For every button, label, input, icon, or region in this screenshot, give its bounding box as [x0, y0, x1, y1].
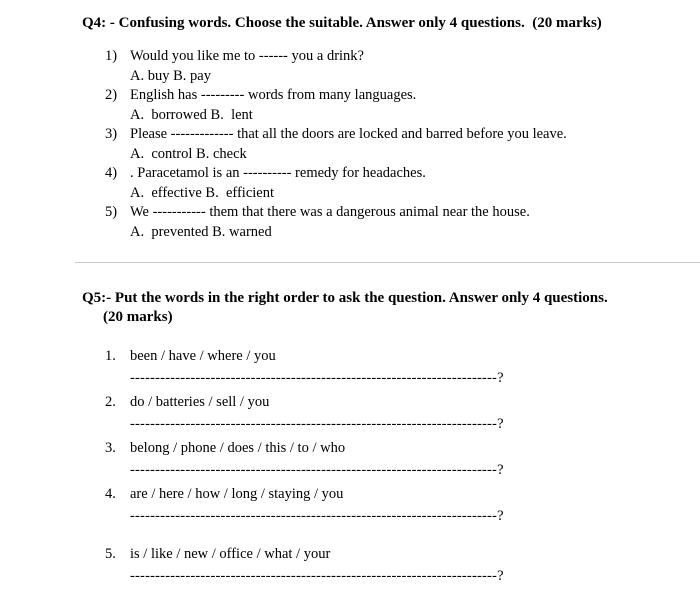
q5-item-4-answer-line: -------------------------------------------------------------------------? [130, 507, 504, 524]
q5-item-5-answer-line: -------------------------------------------------------------------------? [130, 567, 504, 584]
q5-heading-line1: Q5:- Put the words in the right order to ask the question. Answer only 4 questions. [82, 290, 608, 306]
q4-item-3-body [130, 125, 690, 164]
q4-item-1 [105, 47, 690, 86]
q4-item-5-number: 5) [105, 204, 118, 220]
q4-item-5-question: We ----------- them that there was a dangerous animal near the house. [130, 204, 530, 220]
q5-item-3-words: belong / phone / does / this / to / who [130, 440, 346, 456]
q5-item-4-number: 4. [105, 486, 116, 502]
q4-item-4-question: . Paracetamol is an ---------- remedy for headaches. [130, 165, 426, 181]
q4-item-2-body [130, 86, 690, 125]
q5-item-2-number: 2. [105, 394, 116, 410]
q4-item-2-options: A. borrowed B. lent [130, 106, 253, 123]
q4-item-3 [105, 125, 690, 164]
q5-item-4-words: are / here / how / long / staying / you [130, 486, 344, 502]
q4-item-4-body [130, 164, 690, 203]
q5-item-1-words: been / have / where / you [130, 348, 276, 364]
q4-item-4 [105, 164, 690, 203]
question-block-q4 [0, 14, 700, 242]
q4-item-4-number: 4) [105, 165, 118, 181]
q4-item-3-options: A. control B. check [130, 145, 247, 162]
q4-item-3-question: Please ------------- that all the doors are locked and barred before you leave. [130, 126, 567, 142]
q5-item-3-number: 3. [105, 440, 116, 456]
q5-item-4 [105, 485, 690, 526]
q4-list [105, 47, 690, 242]
q4-item-3-number: 3) [105, 126, 118, 142]
q4-item-1-question: Would you like me to ------ you a drink? [130, 48, 364, 64]
q5-item-1-number: 1. [105, 348, 116, 364]
q5-item-2 [105, 393, 690, 434]
q5-item-3-body [130, 439, 690, 480]
q5-item-2-body [130, 393, 690, 434]
q4-item-2 [105, 86, 690, 125]
q4-item-1-body [130, 47, 690, 86]
q5-item-5-body [130, 545, 690, 586]
q4-item-1-number: 1) [105, 48, 118, 64]
question-block-q5 [0, 289, 700, 586]
q4-item-5-body [130, 203, 690, 242]
q4-item-1-options: A. buy B. pay [130, 67, 211, 84]
q5-item-2-answer-line: -------------------------------------------------------------------------? [130, 415, 504, 432]
q5-item-5-words: is / like / new / office / what / your [130, 546, 331, 562]
q5-list [105, 347, 690, 586]
q5-item-5-number: 5. [105, 546, 116, 562]
q4-item-5 [105, 203, 690, 242]
q5-heading-line2: (20 marks) [103, 309, 173, 325]
q5-item-1-answer-line: -------------------------------------------------------------------------? [130, 369, 504, 386]
q4-item-5-options: A. prevented B. warned [130, 223, 272, 240]
q4-heading: Q4: - Confusing words. Choose the suitable. Answer only 4 questions. (20 marks) [82, 15, 602, 31]
q5-item-3 [105, 439, 690, 480]
section-divider [75, 262, 700, 263]
q4-item-2-number: 2) [105, 87, 118, 103]
q4-item-4-options: A. effective B. efficient [130, 184, 275, 201]
q5-item-2-words: do / batteries / sell / you [130, 394, 270, 410]
q5-item-1 [105, 347, 690, 388]
q4-item-2-question: English has --------- words from many languages. [130, 87, 417, 103]
q5-item-4-body [130, 485, 690, 526]
q5-item-5 [105, 545, 690, 586]
q5-item-3-answer-line: -------------------------------------------------------------------------? [130, 461, 504, 478]
q5-item-1-body [130, 347, 690, 388]
